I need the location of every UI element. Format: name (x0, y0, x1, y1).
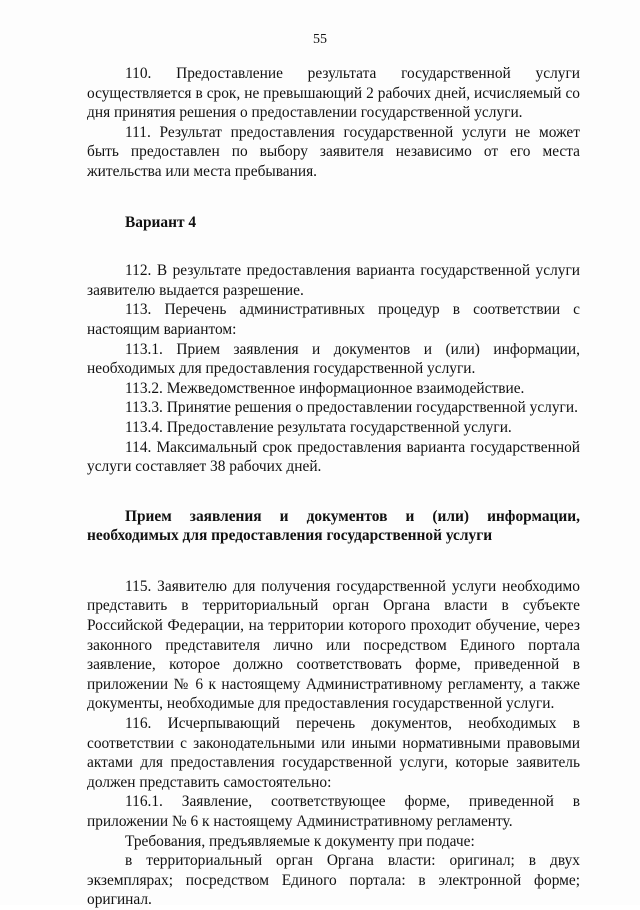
paragraph-111: 111. Результат предоставления государственной услуги не может быть предоставлен по выбору заявителя независимо от его места жительства или места пребывания. (87, 123, 580, 180)
paragraph-113-4: 113.4. Предоставление результата государственной услуги. (125, 418, 512, 436)
paragraph-116: 116. Исчерпывающий перечень документов, необходимых в соответствии с законодательными или иными нормативными правовыми актами для предоставления государственной услуги, которые заявитель должен представить самостоятельно: (87, 715, 580, 791)
paragraph-113-1: 113.1. Прием заявления и документов и (или) информации, необходимых для предоставления государственной услуги. (87, 340, 580, 378)
paragraph-113-2: 113.2. Межведомственное информационное взаимодействие. (125, 379, 525, 397)
paragraph-113: 113. Перечень административных процедур в соответствии с настоящим вариантом: (87, 301, 580, 338)
document-body (87, 64, 580, 910)
paragraph-113-3: 113.3. Принятие решения о предоставлении государственной услуги. (125, 399, 578, 417)
paragraph-112: 112. В результате предоставления варианта государственной услуги заявителю выдается разрешение. (87, 262, 580, 299)
page-number: 55 (313, 32, 327, 47)
paragraph-110: 110. Предоставление результата государственной услуги осуществляется в срок, не превышающий 2 рабочих дней, исчисляемый со дня принятия решения о предоставлении государственной услуги. (87, 65, 580, 122)
paragraph-116-1: 116.1. Заявление, соответствующее форме, приведенной в приложении № 6 к настоящему Административному регламенту. (87, 793, 580, 830)
paragraph-115: 115. Заявителю для получения государственной услуги необходимо представить в территориальный орган Органа власти в субъекте Российской Федерации, на территории которого проходит обучение, через законного представителя лично или посредством Единого портала заявление, которое должно соответствовать форме, приведенной в приложении № 6 к настоящему Административному регламенту, а также документы, необходимые для предоставления государственной услуги. (87, 577, 580, 713)
paragraph-114: 114. Максимальный срок предоставления варианта государственной услуги составляет 38 рабочих дней. (87, 438, 580, 476)
requirements-intro: Требования, предъявляемые к документу при подаче: (125, 832, 475, 850)
requirements-detail: в территориальный орган Органа власти: оригинал; в двух экземплярах; посредством Единого портала: в электронной форме; оригинал. (87, 852, 580, 909)
variant-heading: Вариант 4 (125, 213, 197, 231)
section-heading: Прием заявления и документов и (или) информации, необходимых для предоставления государственной услуги (87, 507, 580, 545)
